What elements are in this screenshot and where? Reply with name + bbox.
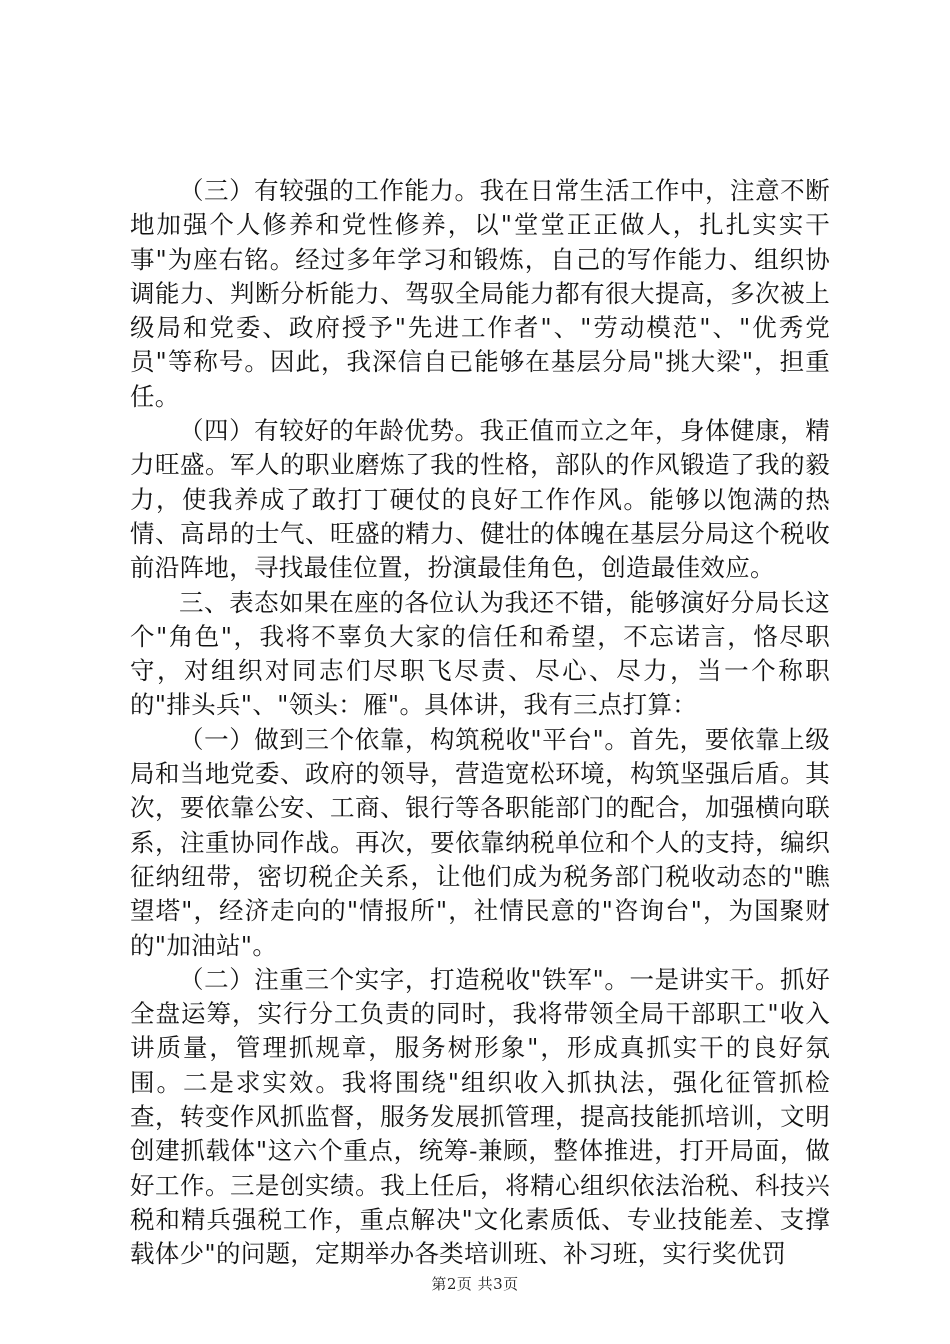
paragraph-three-practical: （二）注重三个实字，打造税收"铁军"。一是讲实干。抓好全盘运筹，实行分工负责的同时，我将带领全局干部职工"收入讲质量，管理抓规章，服务树形象"，形成真抓实干的良好氛围。二是求实效。我将围绕"组织收入抓执法，强化征管抓检查，转变作风抓监督，服务发展抓管理，提高技能抓培训，文明创建抓载体"这六个重点，统筹-兼顾，整体推进，打开局面，做好工作。三是创实绩。我上任后，将精心组织依法治税、科技兴税和精兵强税工作，重点解决"文化素质低、专业技能差、支撑载体少"的问题，定期举办各类培训班、补习班，实行奖优罚 [130, 964, 830, 1269]
paragraph-work-ability: （三）有较强的工作能力。我在日常生活工作中，注意不断地加强个人修养和党性修养，以"堂堂正正做人，扎扎实实干事"为座右铭。经过多年学习和锻炼，自己的写作能力、组织协调能力、判断分析能力、驾驭全局能力都有很大提高，多次被上级局和党委、政府授予"先进工作者"、"劳动模范"、"优秀党员"等称号。因此，我深信自已能够在基层分局"挑大梁"，担重任。 [130, 176, 830, 411]
paragraph-statement: 三、表态如果在座的各位认为我还不错，能够演好分局长这个"角色"，我将不辜负大家的信任和希望，不忘诺言，恪尽职守，对组织对同志们尽职飞尽责、尽心、尽力，当一个称职的"排头兵"、"领头：雁"。具体讲，我有三点打算： [130, 587, 830, 720]
paragraph-three-reliances: （一）做到三个依靠，构筑税收"平台"。首先，要依靠上级局和当地党委、政府的领导，营造宽松环境，构筑坚强后盾。其次，要依靠公安、工商、银行等各职能部门的配合，加强横向联系，注重协同作战。再次，要依靠纳税单位和个人的支持，编织征纳纽带，密切税企关系，让他们成为税务部门税收动态的"瞧望塔"，经济走向的"情报所"，社情民意的"咨询台"，为国聚财的"加油站"。 [130, 724, 830, 960]
document-body [130, 174, 830, 1272]
page-footer: 第2页 共3页 [431, 1275, 519, 1293]
paragraph-age-advantage: （四）有较好的年龄优势。我正值而立之年，身体健康，精力旺盛。军人的职业磨炼了我的性格，部队的作风锻造了我的毅力，使我养成了敢打丁硬仗的良好工作作风。能够以饱满的热情、高昂的士气、旺盛的精力、健壮的体魄在基层分局这个税收前沿阵地，寻找最佳位置，扮演最佳角色，创造最佳效应。 [130, 416, 830, 583]
